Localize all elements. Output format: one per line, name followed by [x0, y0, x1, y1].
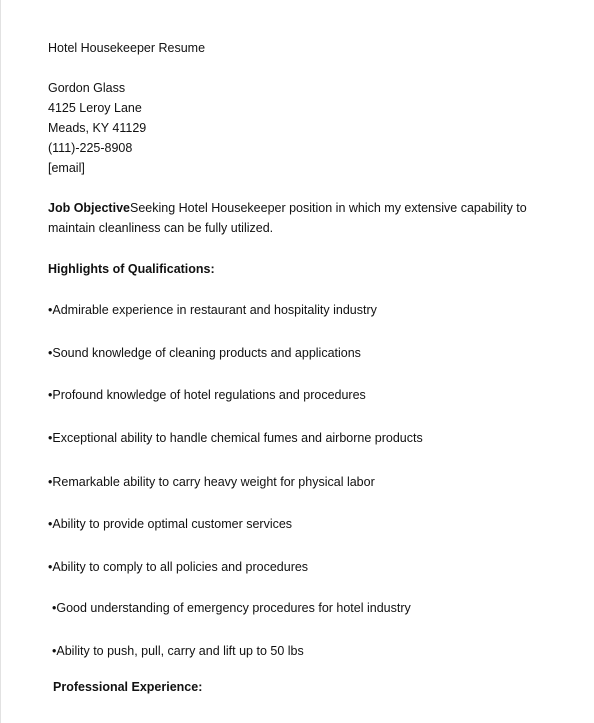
experience-heading: Professional Experience:	[53, 680, 203, 694]
contact-city: Meads, KY 41129	[48, 121, 147, 135]
highlight-item: •Ability to provide optimal customer services	[48, 517, 293, 531]
highlight-item: •Ability to push, pull, carry and lift up to 50 lbs	[52, 644, 304, 658]
job-objective	[48, 198, 548, 238]
highlight-item: •Remarkable ability to carry heavy weight for physical labor	[48, 475, 375, 489]
contact-phone: (111)-225-8908	[48, 141, 133, 155]
contact-street: 4125 Leroy Lane	[48, 101, 142, 115]
highlight-item: •Exceptional ability to handle chemical fumes and airborne products	[48, 431, 423, 445]
highlight-item: •Ability to comply to all policies and procedures	[48, 560, 309, 574]
highlights-heading: Highlights of Qualifications:	[48, 262, 215, 276]
job-objective-label: Job Objective	[48, 201, 130, 215]
contact-email: [email]	[48, 161, 85, 175]
document-title: Hotel Housekeeper Resume	[48, 41, 206, 55]
highlight-item: •Good understanding of emergency procedures for hotel industry	[52, 601, 411, 615]
highlight-item: •Sound knowledge of cleaning products and applications	[48, 346, 361, 360]
job-objective-text: Seeking Hotel Housekeeper position in which my extensive capability to maintain cleanliness can be fully utilized.	[48, 201, 527, 235]
highlight-item: •Profound knowledge of hotel regulations and procedures	[48, 388, 366, 402]
highlight-item: •Admirable experience in restaurant and hospitality industry	[48, 303, 377, 317]
contact-name: Gordon Glass	[48, 81, 126, 95]
